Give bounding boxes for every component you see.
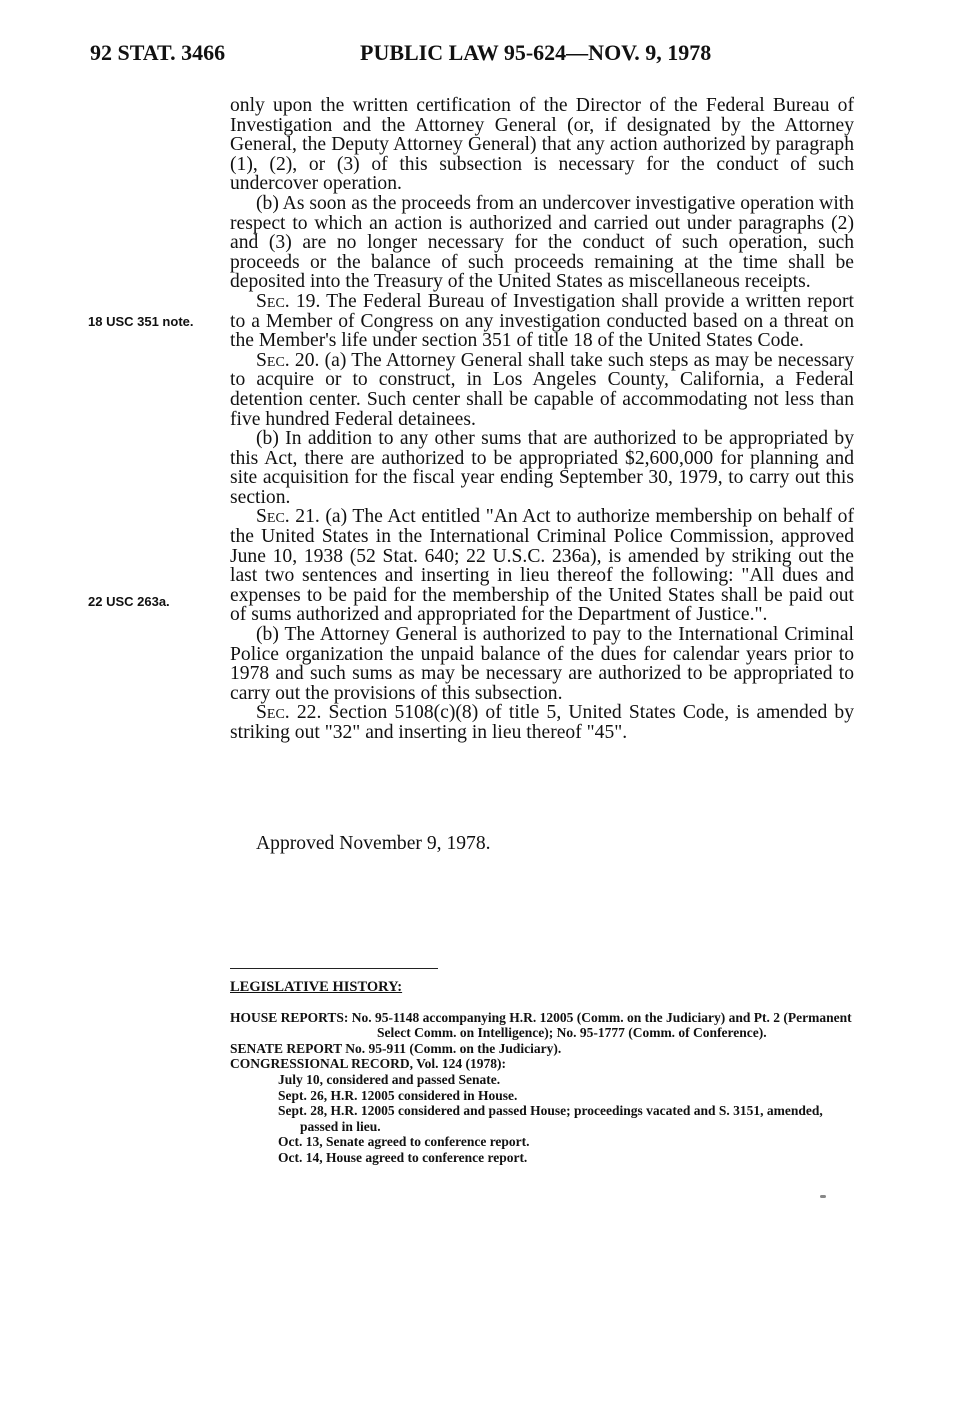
record-entry: Oct. 13, Senate agreed to conference report. (278, 1134, 530, 1150)
legislative-history (230, 980, 854, 1166)
legislative-history-title: LEGISLATIVE HISTORY: (230, 979, 403, 995)
senate-report: SENATE REPORT No. 95-911 (Comm. on the Judiciary). (230, 1040, 562, 1056)
paragraph-sec-20a: Sec. 20. (a) The Attorney General shall take such steps as may be necessary to acquire or to construct, in Los Angeles County, California, a Federal detention center. Such center shall be capable of accommodating not less than five hundred Federal detainees. (230, 349, 854, 430)
paragraph-sec-19: Sec. 19. The Federal Bureau of Investigation shall provide a written report to a Member of Congress on any investigation conducted based on a threat on the Member's life under section 351 of title 18 of the United States Code. (230, 290, 855, 352)
paragraph-18b: (b) As soon as the proceeds from an undercover investigative operation with respect to which an action is authorized and carried out under paragraphs (2) and (3) are no longer necessary for the conduct of such operation, such proceeds or the balance of such proceeds remaining at the time shall be deposited into the Treasury of the United States as miscellaneous receipts. (230, 192, 854, 293)
approval-date: Approved November 9, 1978. (256, 833, 491, 854)
congressional-record: CONGRESSIONAL RECORD, Vol. 124 (1978): (230, 1056, 507, 1072)
paragraph-sec-22: Sec. 22. Section 5108(c)(8) of title 5, United States Code, is amended by striking out "32" and inserting in lieu thereof "45". (230, 702, 855, 743)
record-entry: Oct. 14, House agreed to conference report. (278, 1149, 528, 1165)
paragraph-sec-21a: Sec. 21. (a) The Act entitled "An Act to authorize membership on behalf of the United States in the International Criminal Police Commission, approved June 10, 1938 (52 Stat. 640; 22 U.S.C. 236a), is amended by striking out the last two sentences and inserting in lieu thereof the following: "All dues and expenses to be paid for the membership of the United States shall be paid out of sums authorized and appropriated for the Department of Justice.". (230, 506, 855, 626)
paragraph-continuation: only upon the written certification of the Director of the Federal Bureau of Investigation and the Attorney General (or, if designated by the Attorney General, the Deputy Attorney General) that any action authorized by paragraph (1), (2), or (3) of this subsection is necessary for the conduct of such undercover operation. (230, 95, 854, 195)
statute-page-number: 92 STAT. 3466 (90, 40, 226, 65)
section-label: Sec. 22. (256, 702, 322, 724)
margin-note-18-usc: 18 USC 351 note. (88, 314, 194, 329)
section-label: Sec. 21. (256, 506, 320, 528)
paragraph-sec-20b: (b) In addition to any other sums that are authorized to be appropriated by this Act, there are authorized to be appropriated $2,600,000 for planning and site acquisition for the fiscal year ending September 30, 1979, to carry out this section. (230, 428, 854, 508)
section-label: Sec. 20. (256, 349, 320, 371)
statute-body (230, 96, 854, 743)
divider-rule (230, 968, 438, 969)
paragraph-sec-21b: (b) The Attorney General is authorized to pay to the International Criminal Police organization the unpaid balance of the dues for calendar years prior to 1978 and such sums as may be necessary are authorized to be appropriated to carry out the provisions of this subsection. (230, 624, 854, 704)
record-entry: Sept. 28, H.R. 12005 considered and passed House; proceedings vacated and S. 3151, amended, passed in lieu. (278, 1103, 823, 1134)
margin-note-22-usc: 22 USC 263a. (88, 594, 170, 609)
house-reports: HOUSE REPORTS: No. 95-1148 accompanying H.R. 12005 (Comm. on the Judiciary) and Pt. 2 (Permanent Select Comm. on Intelligence); No. 95-1777 (Comm. of Conference). (230, 1009, 852, 1041)
page-header (0, 40, 958, 80)
section-label: Sec. 19. (256, 290, 321, 312)
public-law-title: PUBLIC LAW 95-624—NOV. 9, 1978 (360, 40, 712, 65)
scan-artifact (820, 1195, 826, 1198)
record-entry: July 10, considered and passed Senate. (278, 1071, 501, 1087)
record-entry: Sept. 26, H.R. 12005 considered in House. (278, 1087, 518, 1103)
